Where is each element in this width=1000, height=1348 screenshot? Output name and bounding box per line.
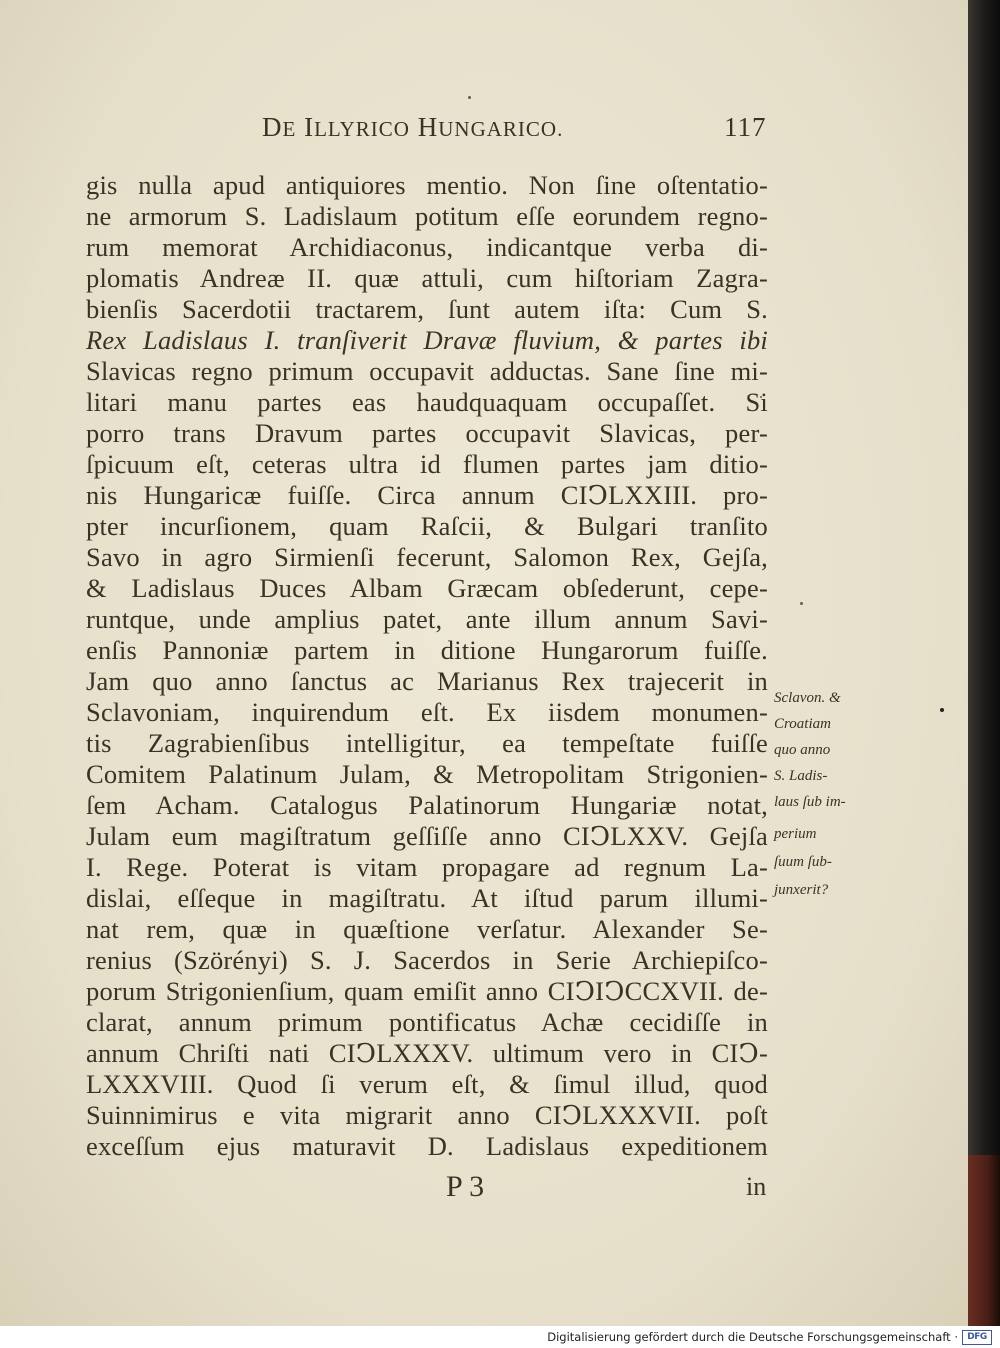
text-line: I. Rege. Poterat is vitam propagare ad regnum La-	[86, 852, 768, 882]
text-line: nis Hungaricæ fuiſſe. Circa annum CIↃLXXIII. pro-	[86, 480, 768, 510]
text-line: exceſſum ejus maturavit D. Ladislaus expeditionem	[86, 1131, 768, 1161]
marginal-note-line: quo anno	[774, 742, 831, 758]
paper-speck	[940, 708, 944, 712]
text-line: annum Chriſti nati CIↃLXXXV. ultimum vero in CIↃ-	[86, 1038, 768, 1068]
text-line: gis nulla apud antiquiores mentio. Non ſine oſtentatio-	[86, 170, 768, 200]
text-line: Suinnimirus e vita migrarit anno CIↃLXXXVII. poſt	[86, 1100, 768, 1130]
marginal-note-line: Croatiam	[774, 716, 831, 732]
marginal-note-line: perium	[774, 826, 817, 842]
text-line: porro trans Dravum partes occupavit Slavicas, per-	[86, 418, 768, 448]
text-line: ſpicuum eſt, ceteras ultra id flumen partes jam ditio-	[86, 449, 768, 479]
footer-credit: Digitalisierung gefördert durch die Deutsche Forschungsgemeinschaft ·	[547, 1330, 958, 1344]
text-line: runtque, unde amplius patet, ante illum annum Savi-	[86, 604, 768, 634]
text-line: Sclavoniam, inquirendum eſt. Ex iisdem monumen-	[86, 697, 768, 727]
text-line: nat rem, quæ in quæſtione verſatur. Alexander Se-	[86, 914, 768, 944]
text-line: Julam eum magiſtratum geſſiſſe anno CIↃLXXV. Gejſa	[86, 821, 768, 851]
running-head: DE ILLYRICO HUNGARICO.	[262, 112, 564, 142]
text-line: ſem Acham. Catalogus Palatinorum Hungariæ notat,	[86, 790, 768, 820]
marginal-note-line: S. Ladis-	[774, 768, 828, 784]
text-line: renius (Szörényi) S. J. Sacerdos in Serie Archiepiſco-	[86, 945, 768, 975]
text-line: Rex Ladislaus I. tranſiverit Dravæ fluvium, & partes ibi	[86, 325, 768, 355]
marginal-note-line: junxerit?	[774, 882, 829, 898]
text-line: & Ladislaus Duces Albam Græcam obſederunt, cepe-	[86, 573, 768, 603]
text-line: enſis Pannoniæ partem in ditione Hungarorum fuiſſe.	[86, 635, 768, 665]
text-line: Slavicas regno primum occupavit adductas. Sane ſine mi-	[86, 356, 768, 386]
text-line: clarat, annum primum pontificatus Achæ cecidiſſe in	[86, 1007, 768, 1037]
text-line: Jam quo anno ſanctus ac Marianus Rex trajecerit in	[86, 666, 768, 696]
text-line: Comitem Palatinum Julam, & Metropolitam Strigonien-	[86, 759, 768, 789]
dfg-logo-icon: DFG	[962, 1330, 992, 1345]
text-line: plomatis Andreæ II. quæ attuli, cum hiſtoriam Zagra-	[86, 263, 768, 293]
text-line: Savo in agro Sirmienſi fecerunt, Salomon Rex, Gejſa,	[86, 542, 768, 572]
marginal-note-line: Sclavon. &	[774, 690, 841, 706]
text-line: tis Zagrabienſibus intelligitur, ea tempeſtate fuiſſe	[86, 728, 768, 758]
paper-speck	[468, 96, 471, 99]
text-line: bienſis Sacerdotii tractarem, ſunt autem iſta: Cum S.	[86, 294, 768, 324]
signature-mark: P 3	[446, 1170, 485, 1203]
marginal-note-line: laus ſub im-	[774, 794, 846, 810]
scanner-edge	[968, 0, 1000, 1326]
text-line: ne armorum S. Ladislaum potitum eſſe eorundem regno-	[86, 201, 768, 231]
marginal-note-line: ſuum ſub-	[774, 854, 832, 870]
page-number: 117	[724, 112, 767, 142]
binding-edge	[968, 1155, 1000, 1326]
paper-speck	[800, 602, 803, 605]
text-line: rum memorat Archidiaconus, indicantque verba di-	[86, 232, 768, 262]
text-line: porum Strigonienſium, quam emiſit anno CIↃIↃCCXVII. de-	[86, 976, 768, 1006]
text-line: pter incurſionem, quam Raſcii, & Bulgari tranſito	[86, 511, 768, 541]
text-line: litari manu partes eas haudquaquam occupaſſet. Si	[86, 387, 768, 417]
text-line: LXXXVIII. Quod ſi verum eſt, & ſimul illud, quod	[86, 1069, 768, 1099]
text-line: dislai, eſſeque in magiſtratu. At iſtud parum illumi-	[86, 883, 768, 913]
catchword: in	[746, 1172, 767, 1201]
